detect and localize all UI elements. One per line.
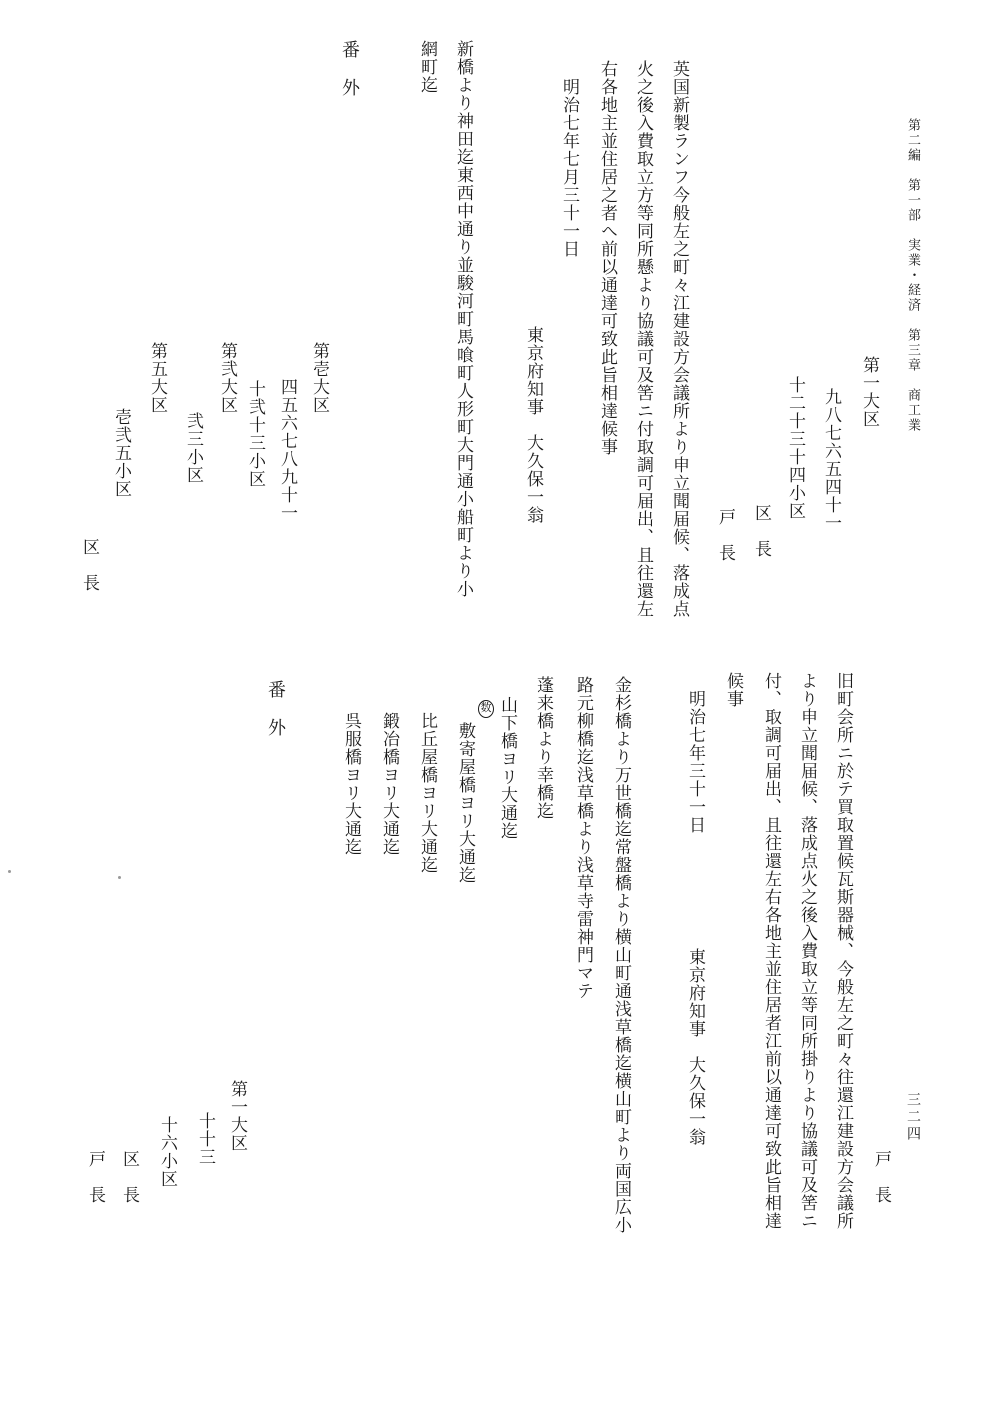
scan-speck [118, 876, 121, 879]
district-1-numbers-a: 九八七六五四十一 [821, 388, 841, 532]
route-2-line-1: 金杉橋より万世橋迄常盤橋より横山町通浅草橋迄横山町より両国広小 [611, 676, 631, 1234]
route-8: 呉服橋ヨリ大通迄 [341, 712, 361, 856]
notice-1-line-1: 英国新製ランフ今般左之町々江建設方会議所より申立聞届候、落成点 [669, 60, 689, 618]
route-5: 敷寄屋橋ヨリ大通迄 [455, 722, 475, 884]
route-2-line-2: 路元柳橋迄浅草橋より浅草寺雷神門マテ [573, 676, 593, 1000]
bangai-2: 番 外 [265, 680, 286, 737]
notice-2-line-4: 候事 [723, 672, 743, 708]
notice-2-line-1: 旧町会所ニ於テ買取置候瓦斯器械、今般左之町々往還江建設方会議所 [833, 672, 853, 1230]
district-list-2-label: 第弐大区 [217, 342, 237, 414]
district-list-5-numbers: 壱弐五小区 [111, 408, 131, 498]
route-3: 蓬来橋より幸橋迄 [533, 676, 553, 820]
district-1-label: 第一大区 [859, 356, 879, 428]
scan-speck [8, 870, 11, 873]
district-2-numbers-a: 十十三 [195, 1112, 215, 1166]
circled-annotation-mark: 数 [478, 700, 494, 718]
ko-cho-top: 戸 長 [871, 1150, 891, 1204]
district-list-1-label: 第壱大区 [309, 342, 329, 414]
notice-2-date: 明治七年三十一日 [685, 690, 705, 834]
route-6: 比丘屋橋ヨリ大通迄 [417, 712, 437, 874]
district-list-5-label: 第五大区 [147, 342, 167, 414]
page-number: 三二四 [905, 1092, 921, 1143]
notice-2-signer: 東京府知事 大久保一翁 [685, 948, 705, 1146]
district-1-numbers-b: 十二十三十四小区 [785, 376, 805, 520]
district-list-1-numbers-a: 四五六七八九十一 [277, 378, 297, 522]
notice-1-line-2: 火之後入費取立方等同所懸より協議可及筈ニ付取調可届出、且往還左 [633, 60, 653, 618]
notice-2-line-2: より申立聞届候、落成点火之後入費取立等同所掛りより協議可及筈ニ [797, 672, 817, 1230]
route-1-line-2: 網町迄 [417, 40, 437, 94]
notice-1-line-3: 右各地主並住居之者へ前以通達可致此旨相達候事 [597, 60, 617, 456]
district-list-ku-cho: 区 長 [79, 538, 99, 592]
route-7: 鍛冶橋ヨリ大通迄 [379, 712, 399, 856]
route-4: 山下橋ヨリ大通迄 [497, 696, 517, 840]
running-head: 第二編 第一部 実業・経済 第三章 商工業 [905, 118, 920, 433]
district-2-label: 第一大区 [227, 1080, 247, 1152]
district-1-ko-cho: 戸 長 [715, 508, 735, 562]
district-2-numbers-b: 十六小区 [157, 1116, 177, 1188]
notice-2-line-3: 付、取調可届出、且往還左右各地主並住居者江前以通達可致此旨相達 [761, 672, 781, 1230]
notice-1-signer: 東京府知事 大久保一翁 [523, 326, 543, 524]
district-1-ku-cho: 区 長 [751, 504, 771, 558]
district-2-ko-cho: 戸 長 [85, 1150, 105, 1204]
route-1-line-1: 新橋より神田迄東西中通り並駿河町馬喰町人形町大門通小船町より小 [453, 40, 473, 598]
district-list-2-numbers: 弐三小区 [183, 412, 203, 484]
bangai-1: 番 外 [339, 40, 360, 97]
notice-1-date: 明治七年七月三十一日 [559, 78, 579, 258]
district-2-ku-cho: 区 長 [119, 1150, 139, 1204]
district-list-1-numbers-b: 十弐十三小区 [245, 380, 265, 488]
